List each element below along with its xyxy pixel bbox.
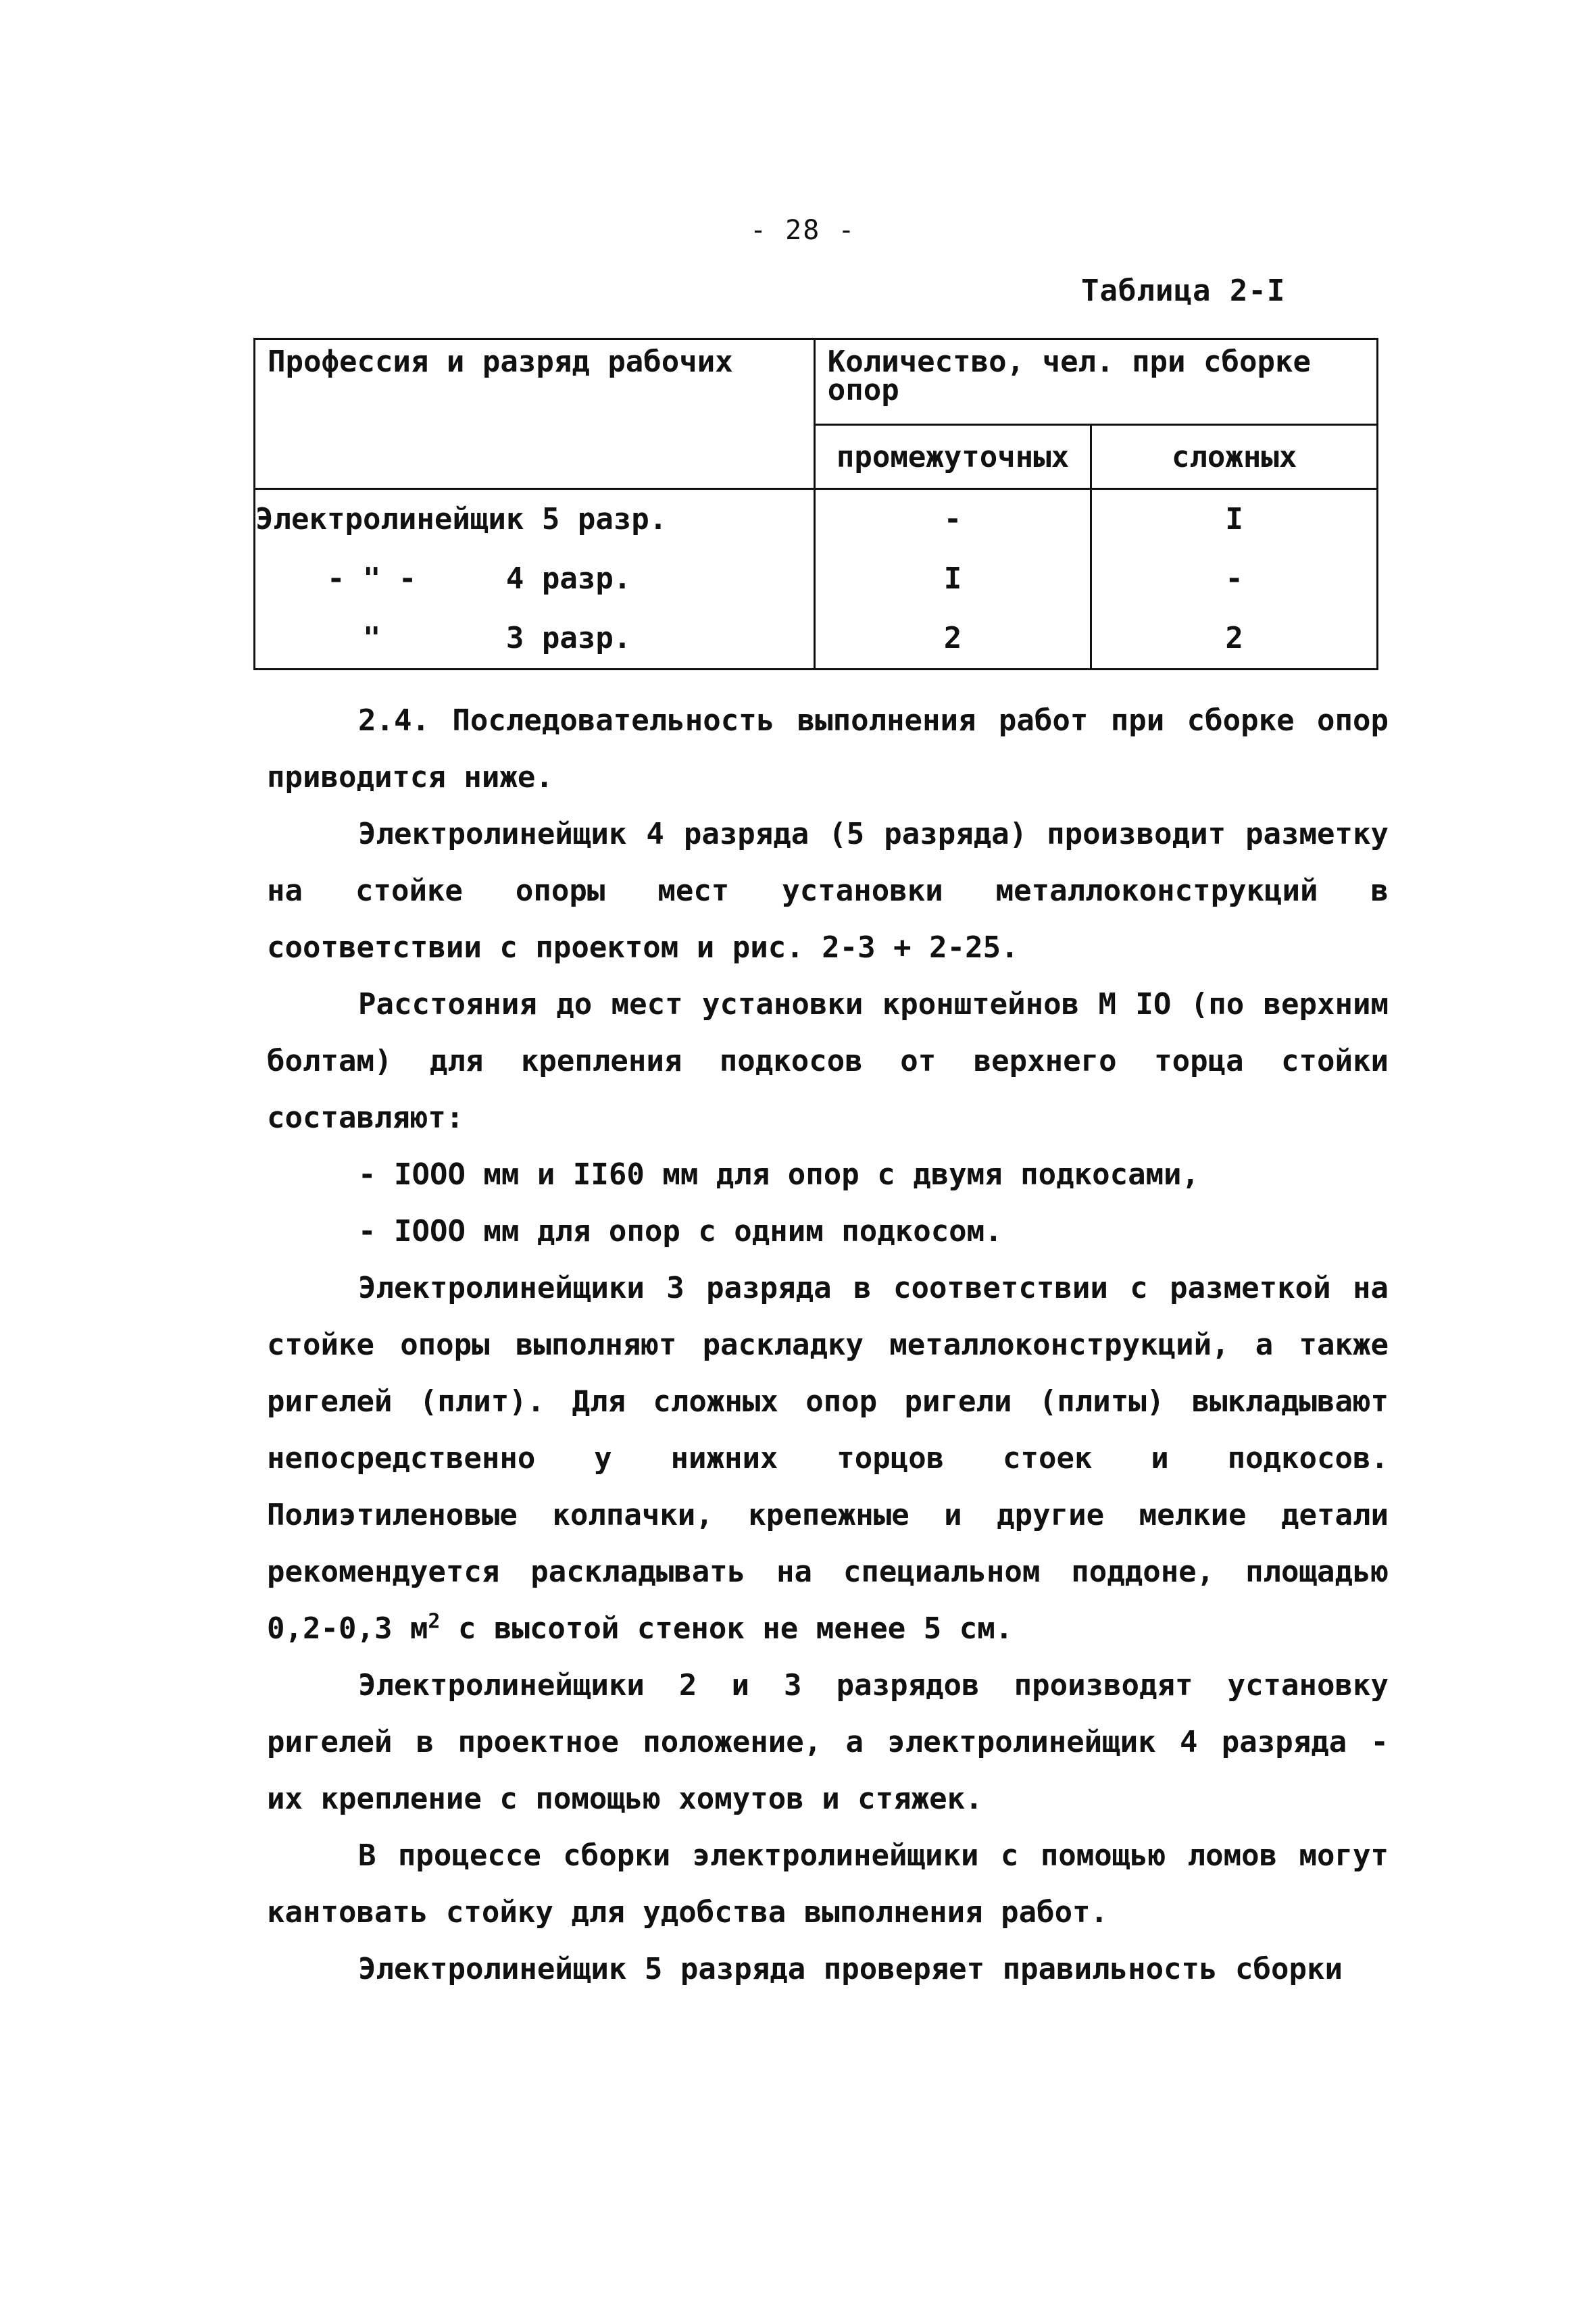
superscript-square: 2	[428, 1609, 441, 1634]
row-intermediate: 2	[814, 609, 1091, 670]
paragraph-layout-text: Электролинейщики 3 разряда в соответствии с разметкой на стойке опоры выполняют раскладку металлоконструкций, а также ригелей (плит). Для сложных опор ригели (плиты) выкладывают непосредственно у нижних торцов стоек и подкосов. Полиэтиленовые колпачки, крепежные и другие мелкие детали рекомендуется раскладывать на специальном поддоне, площадью 0,2-0,3 м	[267, 1271, 1389, 1646]
header-complex: сложных	[1091, 425, 1378, 488]
header-count: Количество, чел. при сборке опор	[814, 339, 1377, 425]
paragraph-distances: Расстояния до мест установки кронштейнов М IO (по верхним болтам) для крепления подкосов от верхнего торца стойки составляют:	[267, 987, 1389, 1135]
table-row	[255, 549, 1378, 609]
paragraph-installation: Электролинейщики 2 и 3 разрядов производят установку ригелей в проектное положение, а электролинейщик 4 разряда - их крепление с помощью хомутов и стяжек.	[267, 1668, 1389, 1816]
header-blank	[255, 425, 815, 488]
list-item-one-brace: - IOOO мм для опор с одним подкосом.	[358, 1214, 1003, 1249]
row-profession: " 3 разр.	[255, 609, 815, 670]
paragraph-turning: В процессе сборки электролинейщики с помощью ломов могут кантовать стойку для удобства выполнения работ.	[267, 1838, 1389, 1930]
paragraph-2-4: 2.4. Последовательность выполнения работ при сборке опор приводится ниже.	[267, 703, 1389, 795]
row-complex: 2	[1091, 609, 1378, 670]
paragraph-marking: Электролинейщик 4 разряда (5 разряда) производит разметку на стойке опоры мест установки металлоконструкций в соответствии с проектом и рис. 2-3 + 2-25.	[267, 817, 1389, 965]
row-intermediate: -	[814, 488, 1091, 549]
row-complex: -	[1091, 549, 1378, 609]
paragraph-layout	[267, 1260, 1389, 1657]
page-number: - 28 -	[750, 215, 856, 246]
paragraph-checking: Электролинейщик 5 разряда проверяет правильность сборки	[358, 1952, 1343, 1986]
row-intermediate: I	[814, 549, 1091, 609]
table-caption: Таблица 2-I	[1081, 274, 1286, 308]
row-profession: - " - 4 разр.	[255, 549, 815, 609]
list-item-two-braces: - IOOO мм и II60 мм для опор с двумя подкосами,	[358, 1157, 1200, 1192]
paragraph-layout-tail: с высотой стенок не менее 5 см.	[440, 1611, 1014, 1646]
table-row	[255, 488, 1378, 549]
table-row	[255, 609, 1378, 670]
header-profession: Профессия и разряд рабочих	[255, 339, 815, 425]
row-profession: Электролинейщик 5 разр.	[255, 488, 815, 549]
row-complex: I	[1091, 488, 1378, 549]
body-text	[267, 693, 1389, 1998]
workers-table	[253, 338, 1378, 670]
header-intermediate: промежуточных	[814, 425, 1091, 488]
